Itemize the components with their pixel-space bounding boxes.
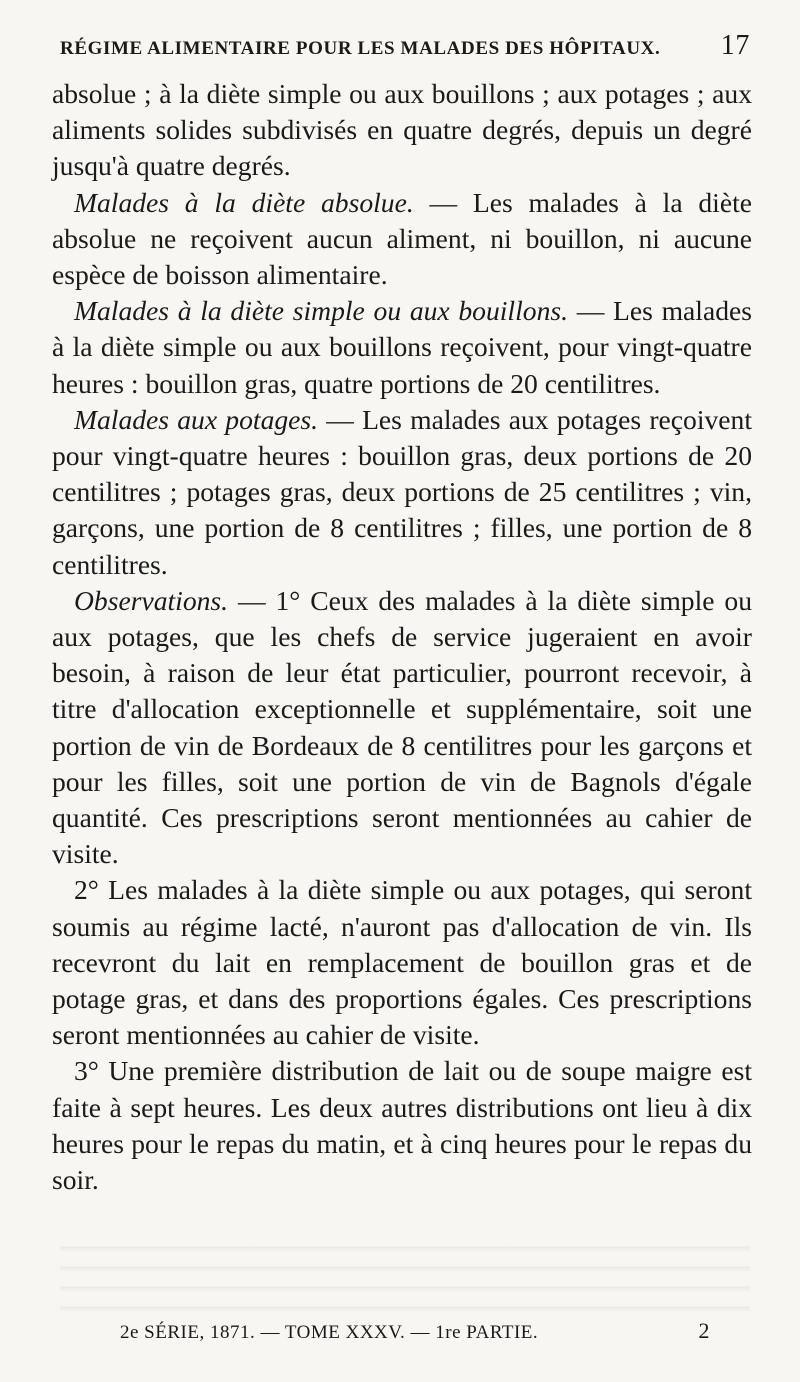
running-head xyxy=(60,30,750,62)
signature-mark: 2 xyxy=(698,1318,710,1343)
body-text xyxy=(52,76,752,1198)
paragraph-runin: Malades à la diète simple ou aux bouillons. xyxy=(74,295,568,327)
paragraph-runin: Malades à la diète absolue. xyxy=(74,186,414,218)
page-footer xyxy=(120,1318,710,1344)
paragraph-runin: Malades aux potages. xyxy=(74,403,319,435)
paragraph: absolue ; à la diète simple ou aux bouillons ; aux potages ; aux aliments solides subdivisés en quatre degrés, depuis un degré jusqu'à quatre degrés. xyxy=(52,78,752,182)
paragraph: Malades aux potages. — Les malades aux potages reçoivent pour vingt-quatre heures : bouillon gras, deux portions de 20 centilitres ; potages gras, deux portions de 25 centilitres ; vin, garçons, une portion de 8 centilitres ; filles, une portion de 8 centilitres. xyxy=(52,403,752,580)
running-title: RÉGIME ALIMENTAIRE POUR LES MALADES DES HÔPITAUX. xyxy=(60,38,661,59)
series-line: 2e SÉRIE, 1871. — TOME XXXV. — 1re PARTIE. xyxy=(120,1322,539,1343)
paragraph: 2° Les malades à la diète simple ou aux potages, qui seront soumis au régime lacté, n'auront pas d'allocation de vin. Ils recevront du lait en remplacement de bouillon gras et de potage gras, et dans des proportions égales. Ces prescriptions seront mentionnées au cahier de visite. xyxy=(52,874,752,1051)
show-through-texture xyxy=(60,1232,750,1312)
paragraph-runin: Observations. xyxy=(74,584,229,616)
paragraph: Observations. — 1° Ceux des malades à la diète simple ou aux potages, que les chefs de service jugeraient en avoir besoin, à raison de leur état particulier, pourront recevoir, à titre d'allocation exceptionnelle et supplémentaire, soit une portion de vin de Bordeaux de 8 centilitres pour les garçons et pour les filles, soit une portion de vin de Bagnols d'égale quantité. Ces prescriptions seront mentionnées au cahier de visite. xyxy=(52,584,752,870)
paragraph: Malades à la diète simple ou aux bouillons. — Les malades à la diète simple ou aux bouillons reçoivent, pour vingt-quatre heures : bouillon gras, quatre portions de 20 centilitres. xyxy=(52,295,752,399)
paragraph: Malades à la diète absolue. — Les malades à la diète absolue ne reçoivent aucun aliment, ni bouillon, ni aucune espèce de boisson alimentaire. xyxy=(52,186,752,291)
paragraph: 3° Une première distribution de lait ou de soupe maigre est faite à sept heures. Les deux autres distributions ont lieu à dix heures pour le repas du matin, et à cinq heures pour le repas du soir. xyxy=(52,1055,752,1196)
page-number: 17 xyxy=(720,30,750,61)
